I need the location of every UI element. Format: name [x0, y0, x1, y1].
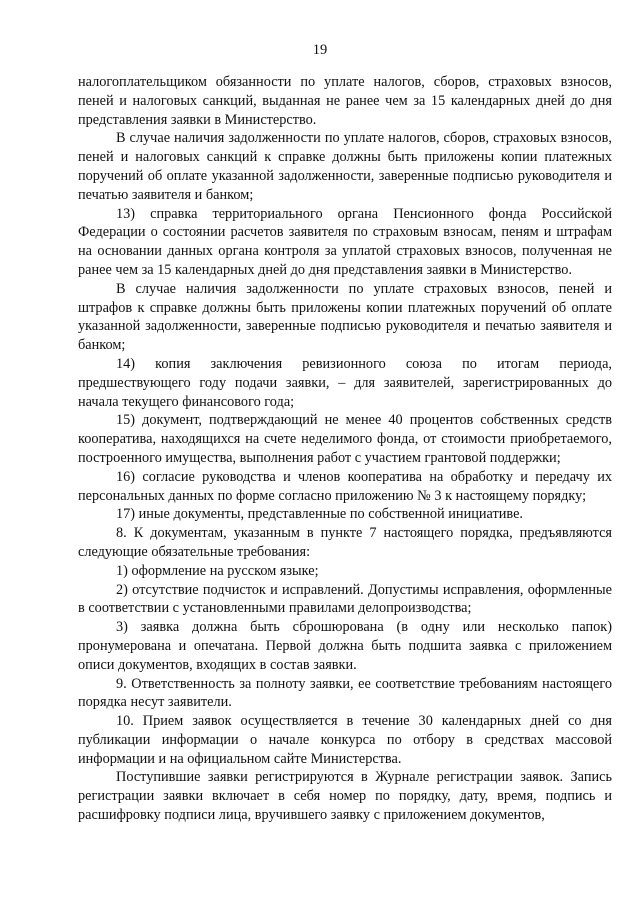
paragraph-item-17: 17) иные документы, представленные по собственной инициативе.: [116, 506, 523, 523]
paragraph-tax-certificate-continuation: налогоплательщиком обязанности по уплате налогов, сборов, страховых взносов, пеней и налоговых санкций, выданная не ранее чем за 15 календарных дней до дня представления заявки в Министерство.: [78, 74, 612, 128]
paragraph-registration: Поступившие заявки регистрируются в Журнале регистрации заявок. Запись регистрации заявки включает в себя номер по порядку, дату, время, подпись и расшифровку подписи лица, вручившего заявку с приложением документов,: [78, 769, 612, 824]
paragraph-section-9: 9. Ответственность за полноту заявки, ее соответствие требованиям настоящего порядка несут заявители.: [78, 675, 612, 711]
paragraph-requirement-3: 3) заявка должна быть сброшюрована (в одну или несколько папок) пронумерована и опечатана. Первой должна быть подшита заявка с приложением описи документов, входящих в состав заявки.: [78, 619, 612, 673]
paragraph-item-14: 14) копия заключения ревизионного союза по итогам периода, предшествующего году подачи заявки, – для заявителей, зарегистрированных до начала текущего финансового года;: [78, 355, 612, 410]
paragraph-section-10: 10. Прием заявок осуществляется в течение 30 календарных дней со дня публикации информации о начале конкурса по отбору в средствах массовой информации и на официальном сайте Министерства.: [78, 713, 612, 767]
paragraph-requirement-2: 2) отсутствие подчисток и исправлений. Допустимы исправления, оформленные в соответствии с установленными правилами делопроизводства;: [78, 581, 612, 617]
paragraph-item-13: 13) справка территориального органа Пенсионного фонда Российской Федерации о состоянии расчетов заявителя по страховым взносам, пеням и штрафам на основании данных органа контроля за уплатой страховых взносов, полученная не ранее чем за 15 календарных дней до дня представления заявки в Министерство.: [78, 205, 612, 278]
paragraph-item-16: 16) согласие руководства и членов кооператива на обработку и передачу их персональных данных по форме согласно приложению № 3 к настоящему порядку;: [78, 468, 612, 504]
document-body: [78, 73, 612, 825]
paragraph-requirement-1: 1) оформление на русском языке;: [116, 562, 319, 579]
paragraph-item-15: 15) документ, подтверждающий не менее 40 процентов собственных средств кооператива, находящихся на счете неделимого фонда, от стоимости приобретаемого, построенного имущества, выполнения работ с участием грантовой поддержки;: [78, 412, 612, 466]
paragraph-insurance-debt-note: В случае наличия задолженности по уплате страховых взносов, пеней и штрафов к справке должны быть приложены копии платежных поручений об оплате указанной задолженности, заверенные подписью руководителя и печатью заявителя и банком;: [78, 280, 612, 354]
page-number: 19: [312, 42, 328, 58]
paragraph-tax-debt-note: В случае наличия задолженности по уплате налогов, сборов, страховых взносов, пеней и налоговых санкций к справке должны быть приложены копии платежных поручений об оплате указанной задолженности, заверенные подписью руководителя и печатью заявителя и банком;: [78, 130, 612, 203]
paragraph-section-8: 8. К документам, указанным в пункте 7 настоящего порядка, предъявляются следующие обязательные требования:: [78, 525, 612, 560]
